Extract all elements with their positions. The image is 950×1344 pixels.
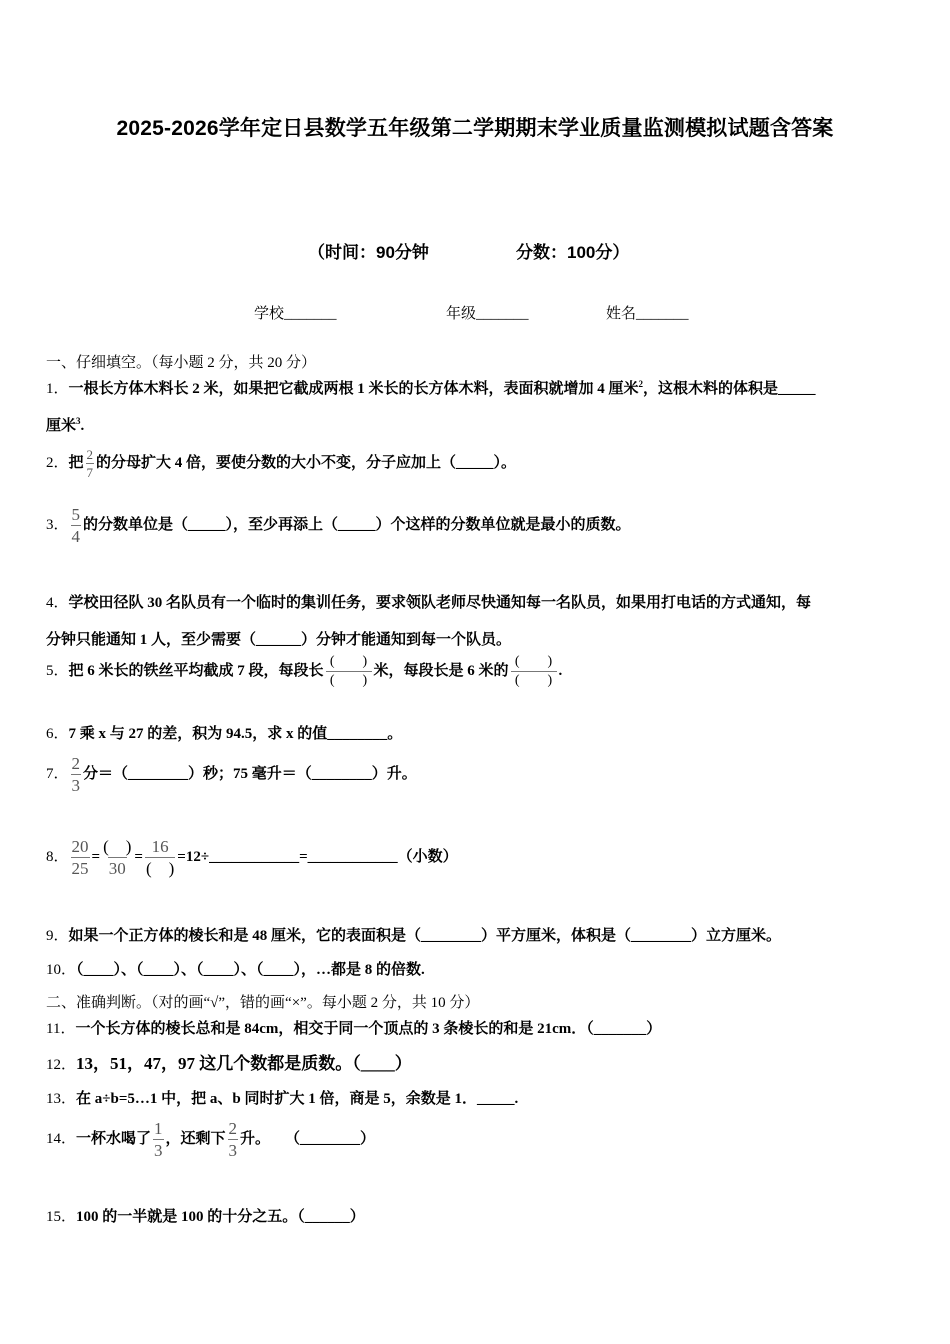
denominator-blank: ( ): [511, 671, 557, 688]
question-text: 13，51，47，97 这几个数都是质数。（____）: [76, 1054, 412, 1073]
question-number: 9．: [46, 928, 69, 944]
numerator-blank: ( ): [329, 654, 368, 669]
equals-sign: =: [134, 848, 143, 865]
question-15: [46, 1205, 365, 1226]
exam-time: （时间：90分钟: [308, 243, 429, 262]
question-text: .: [80, 418, 85, 434]
question-text: ，还剩下: [165, 1130, 226, 1147]
numerator: 2: [71, 754, 81, 773]
question-number: 2．: [46, 454, 69, 471]
numerator: 2: [228, 1119, 238, 1138]
question-6: [46, 722, 402, 743]
question-2: [46, 448, 516, 479]
numerator-blank: ( ): [103, 837, 132, 856]
question-number: 6．: [46, 726, 69, 742]
question-text: （____）、（____）、（____）、（____），…都是 8 的倍数.: [76, 962, 425, 978]
numerator-blank: ( ): [514, 654, 553, 669]
numerator: 2: [86, 447, 94, 462]
section-heading-true-false: 二、准确判断。（对的画“√”，错的画“×”。每小题 2 分，共 10 分）: [46, 995, 480, 1011]
denominator-blank: ( ): [326, 671, 372, 688]
question-text: 的分数单位是（_____），至少再添上（_____）个这样的分数单位就是最小的质数。: [83, 516, 631, 533]
fraction: [71, 838, 90, 877]
question-1-continued: [46, 414, 84, 435]
fraction: [145, 838, 175, 877]
fraction: [153, 1120, 164, 1159]
fraction: [102, 838, 132, 877]
name-field: 姓名_______: [606, 306, 689, 322]
question-13: [46, 1087, 518, 1108]
denominator: 4: [71, 527, 81, 546]
fraction-blank: [511, 655, 557, 688]
question-text: 分＝（________）秒；75 毫升＝（________）升。: [83, 765, 417, 782]
question-number: 15．: [46, 1209, 77, 1225]
question-14: [46, 1120, 375, 1159]
question-number: 3．: [46, 516, 69, 533]
question-11: [46, 1017, 661, 1038]
question-9: [46, 924, 781, 945]
denominator: 3: [154, 1141, 163, 1160]
fraction-blank: [326, 655, 372, 688]
question-number: 11．: [46, 1021, 76, 1037]
question-text: 一根长方体木料长 2 米，如果把它截成两根 1 米长的长方体木料，表面积就增加 4 厘米: [68, 381, 639, 397]
denominator: 7: [86, 465, 94, 480]
numerator: 1: [154, 1119, 163, 1138]
numerator: 5: [71, 505, 81, 524]
question-text: 一个长方体的棱长总和是 84cm，相交于同一个顶点的 3 条棱长的和是 21cm．（_______）: [75, 1021, 662, 1037]
question-number: 10．: [46, 962, 77, 978]
question-number: 4．: [46, 595, 69, 611]
numerator: 20: [71, 837, 89, 856]
fraction: [86, 448, 95, 479]
question-number: 8．: [46, 848, 69, 865]
exam-score: 分数：100分）: [516, 243, 630, 262]
question-number: 13．: [46, 1091, 77, 1107]
question-5: [46, 655, 562, 688]
question-text: .: [558, 662, 563, 679]
question-text: 7 乘 x 与 27 的差，积为 94.5，求 x 的值________。: [68, 726, 403, 742]
question-text: 米，每段长是 6 米的: [373, 662, 509, 679]
question-number: 14．: [46, 1130, 77, 1147]
question-text: 如果一个正方体的棱长和是 48 厘米，它的表面积是（________）平方厘米，体积是（________）立方厘米。: [68, 928, 782, 944]
denominator: 3: [71, 776, 81, 795]
question-text: 把 6 米长的铁丝平均截成 7 段，每段长: [68, 662, 324, 679]
question-8: [46, 838, 458, 877]
superscript: 2: [638, 379, 644, 389]
section-heading-fill-in: 一、仔细填空。（每小题 2 分，共 20 分）: [46, 355, 317, 371]
question-12: [46, 1049, 412, 1074]
school-field: 学校_______: [254, 306, 337, 322]
question-text: 把: [68, 454, 84, 471]
question-text: =12÷____________=____________（小数）: [177, 848, 458, 865]
question-text: ，这根木料的体积是_____: [643, 381, 816, 397]
question-text: 一杯水喝了: [76, 1130, 152, 1147]
question-text: 的分母扩大 4 倍，要使分数的大小不变，分子应加上（_____）。: [96, 454, 517, 471]
question-number: 5．: [46, 662, 69, 679]
question-4: [46, 591, 811, 612]
denominator: 30: [108, 859, 126, 878]
question-10: [46, 958, 425, 979]
question-1: [46, 377, 816, 398]
question-text: 100 的一半就是 100 的十分之五。（______）: [76, 1209, 365, 1225]
fraction: [71, 506, 82, 545]
question-4-continued: 分钟只能通知 1 人，至少需要（______）分钟才能通知到每一个队员。: [46, 632, 512, 648]
question-text: 在 a÷b=5…1 中，把 a、b 同时扩大 1 倍，商是 5，余数是 1．_____.: [76, 1091, 519, 1107]
question-number: 7．: [46, 765, 69, 782]
equals-sign: =: [91, 848, 101, 865]
denominator: 3: [228, 1141, 238, 1160]
question-number: 1．: [46, 381, 69, 397]
superscript: 3: [76, 416, 81, 426]
question-7: [46, 755, 417, 794]
denominator: 25: [71, 859, 89, 878]
question-text: 学校田径队 30 名队员有一个临时的集训任务，要求领队老师尽快通知每一名队员，如果用打电话的方式通知，每: [68, 595, 812, 611]
question-text: 升。 （________）: [240, 1130, 376, 1147]
fraction: [71, 755, 82, 794]
denominator-blank: ( ): [145, 859, 175, 878]
fraction: [228, 1120, 239, 1159]
question-3: [46, 506, 631, 545]
question-number: 12．: [46, 1057, 77, 1073]
numerator: 16: [151, 837, 169, 856]
page-title: 2025-2026学年定日县数学五年级第二学期期末学业质量监测模拟试题含答案: [116, 117, 834, 140]
grade-field: 年级_______: [446, 306, 529, 322]
question-text: 厘米: [46, 418, 77, 434]
